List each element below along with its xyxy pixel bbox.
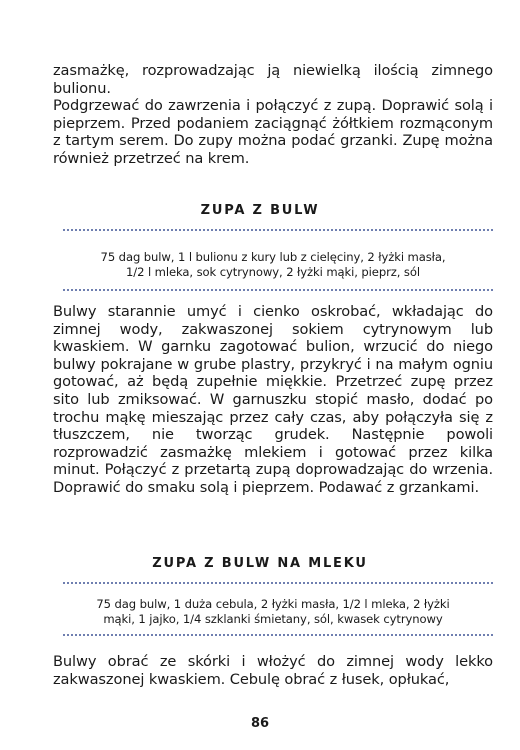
ingredients-top-rule [63,229,493,231]
recipe-title-zupa-z-bulw-na-mleku: ZUPA Z BULW NA MLEKU [152,556,368,571]
intro-paragraph: zasmażkę, rozprowadzając ją niewielką ilością zimnego bulionu. Podgrzewać do zawrzenia i połączyć z zupą. Doprawić solą i pieprzem. Przed podaniem zaciągnąć żółtkiem rozmąconym z tartym serem. Do zupy można podać grzanki. Zupę można również przetrzeć na krem. [53,62,493,167]
ingredients-top-rule [63,582,493,584]
instructions-zupa-z-bulw: Bulwy starannie umyć i cienko oskrobać, wkładając do zimnej wody, zakwaszonej sokiem cytrynowym lub kwaskiem. W garnku zagotować bulion, wrzucić do niego bulwy pokrajane w grube plastry, przykryć i na małym ogniu gotować, aż będą zupełnie miękkie. Przetrzeć zupę przez sito lub zmiksować. W garnuszku stopić masło, dodać po trochu mąkę mieszając przez cały czas, aby połączyła się z tłuszczem, nie tworząc grudek. Następnie powoli rozprowadzić zasmażkę mlekiem i gotować przez kilka minut. Połączyć z przetartą zupą doprowadzając do wrzenia. Doprawić do smaku solą i pieprzem. Podawać z grzankami. [53,303,493,496]
instructions-zupa-z-bulw-na-mleku: Bulwy obrać ze skórki i włożyć do zimnej wody lekko zakwaszonej kwaskiem. Cebulę obrać z łusek, opłukać, [53,653,493,688]
ingredients-list-zupa-z-bulw: 75 dag bulw, 1 l bulionu z kury lub z cielęciny, 2 łyżki masła, 1/2 l mleka, sok cytrynowy, 2 łyżki mąki, pieprz, sól [100,250,446,279]
ingredients-list-zupa-z-bulw-na-mleku: 75 dag bulw, 1 duża cebula, 2 łyżki masła, 1/2 l mleka, 2 łyżki mąki, 1 jajko, 1/4 szklanki śmietany, sól, kwasek cytrynowy [96,597,450,626]
page-number: 86 [250,716,270,731]
recipe-title-zupa-z-bulw: ZUPA Z BULW [200,203,320,218]
ingredients-bottom-rule [63,289,493,291]
ingredients-bottom-rule [63,634,493,636]
